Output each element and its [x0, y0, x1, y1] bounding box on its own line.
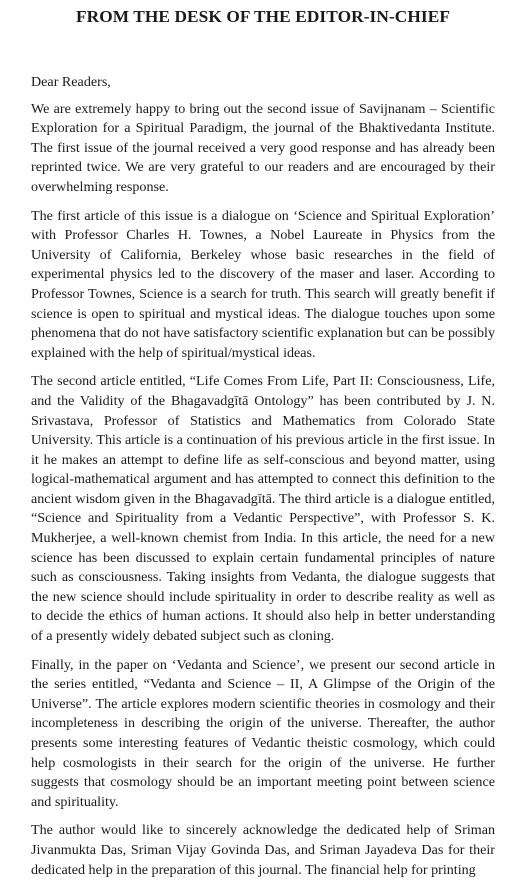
salutation: Dear Readers, [31, 74, 111, 90]
page-title: FROM THE DESK OF THE EDITOR-IN-CHIEF [75, 7, 451, 26]
paragraph-fourth-article: Finally, in the paper on ‘Vedanta and Science’, we present our second article in the series entitled, “Vedanta and Science – II, A Glimpse of the Origin of the Universe”. The article explores modern scientific theories in cosmology and their incompleteness in describing the origin of the universe. Thereafter, the author presents some interesting features of Vedantic theistic cosmology, which could help cosmologists in their search for the origin of the universe. He further suggests that cosmology should be an important meeting point between science and spirituality. [31, 656, 495, 810]
paragraph-second-third-articles: The second article entitled, “Life Comes From Life, Part II: Consciousness, Life, and the Validity of the Bhagavadgītā Ontology” has been contributed by J. N. Srivastava, Professor of Statistics and Mathematics from Colorado State University. This article is a continuation of his previous article in the first issue. In it he makes an attempt to define life as self-conscious and beyond matter, using logical-mathematical argument and has attempted to connect this definition to the ancient wisdom given in the Bhagavadgītā. The third article is a dialogue entitled, “Science and Spirituality from a Vedantic Perspective”, with Professor S. K. Mukherjee, a well-known chemist from India. In this article, the need for a new science has been discussed to explain certain fundamental principles of nature such as consciousness. Taking insights from Vedanta, the dialogue suggests that the new science should include spirituality in order to describe reality as well as to decide the ethics of human actions. It should also help in better understanding of a presently widely debated subject such as cloning. [31, 373, 495, 645]
paragraph-acknowledgement: The author would like to sincerely acknowledge the dedicated help of Sriman Jivanmukta Das, Sriman Vijay Govinda Das, and Sriman Jayadeva Das for their dedicated help in the preparation of this journal. The financial help for printing [31, 822, 495, 878]
editorial-page [31, 0, 495, 880]
paragraph-intro: We are extremely happy to bring out the second issue of Savijnanam – Scientific Exploration for a Spiritual Paradigm, the journal of the Bhaktivedanta Institute. The first issue of the journal received a very good response and has already been reprinted twice. We are very grateful to our readers and are encouraged by their overwhelming response. [31, 100, 495, 195]
paragraph-first-article: The first article of this issue is a dialogue on ‘Science and Spiritual Exploration’ with Professor Charles H. Townes, a Nobel Laureate in Physics from the University of California, Berkeley whose basic researches in the field of experimental physics led to the discovery of the maser and laser. According to Professor Townes, Science is a search for truth. This search will greatly benefit if science is open to spiritual and mystical ideas. The dialogue touches upon some phenomena that do not have satisfactory scientific explanation but can be possibly explained with the help of spiritual/mystical ideas. [31, 207, 495, 361]
